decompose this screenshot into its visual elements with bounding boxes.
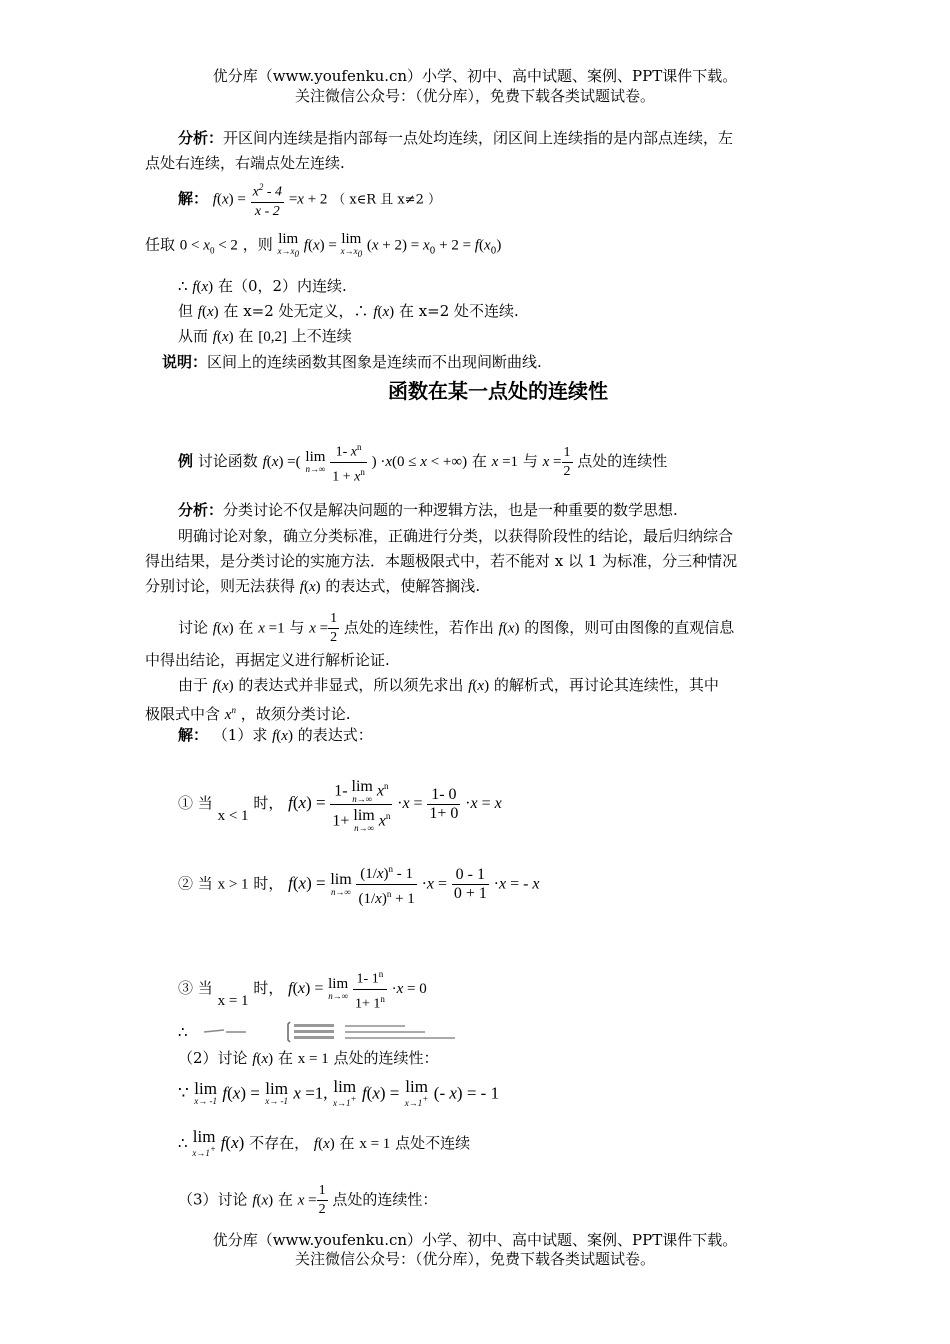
analysis2-line-7: 由于 f(x) 的表达式并非显式，所以须先求出 f(x) 的解析式，再讨论其连续性，其中 <box>178 676 719 694</box>
footer-line-2: 关注微信公众号：（优分库），免费下载各类试题试卷。 <box>294 1250 655 1268</box>
case-2-line: ② 当 x > 1 时， f(x) = lim n→∞ $\frac{(1/x)^n - 1}{(1/x)^n + 1}$ ·x = $\frac{0 - 1}{0 + 1}$ ·x = - x <box>178 864 540 907</box>
analysis2-line-3: 得出结果，是分类讨论的实施方法．本题极限式中，若不能对 x 以 1 为标准，分三种情况 <box>145 552 738 570</box>
footer-line-1: 优分库（www.youfenku.cn）小学、初中、高中试题、案例、PPT课件下载。 <box>212 1231 738 1249</box>
one-sided-limits-line: ∵ lim x→ -1 f(x) = lim x→ -1 x =1, lim x→1+ f(x) = lim x→1+ (- x) = - 1 <box>178 1077 500 1108</box>
section-title: 函数在某一点处的连续性 <box>388 379 608 403</box>
solution2-step2: （2）讨论 f(x) 在 x = 1 点处的连续性： <box>178 1049 439 1067</box>
solution-1-line: 解： f(x) = $\frac{x^2 - 4}{x - 2}$ =x + 2 （ x∈R 且 x≠2 ） <box>178 182 441 219</box>
therefore-continuous-line: ∴ f(x) 在（0，2）内连续. <box>178 277 347 295</box>
analysis2-line-8: 极限式中含 $x^n$ ，故须分类讨论. <box>145 705 351 723</box>
analysis2-line-4: 分别讨论，则无法获得 f(x) 的表达式，使解答搁浅. <box>145 577 481 595</box>
limit-not-exist-line: ∴ lim x→1+ f(x) 不存在， f(x) 在 x = 1 点处不连续 <box>178 1127 471 1158</box>
header-line-2: 关注微信公众号：（优分库），免费下载各类试题试卷。 <box>294 87 655 105</box>
case-3-line: ③ 当 x = 1 时， f(x) = lim n→∞ $\frac{1- 1^n}{1+ 1^n}$ ·x = 0 <box>178 969 427 1012</box>
analysis-paragraph-1: 分析：开区间内连续是指内部每一点处均连续，闭区间上连续指的是内部点连续，左 <box>178 129 734 147</box>
not-continuous-interval-line: 从而 f(x) 在 [0,2] 上不连续 <box>178 327 352 345</box>
piecewise-definition-graphic <box>200 1020 460 1044</box>
analysis2-line-5: 讨论 f(x) 在 x =1 与 x = $\frac{1}{2}$ 点处的连续性，若作出 f(x) 的图像，则可由图像的直观信息 <box>178 611 735 645</box>
header-line-1: 优分库（www.youfenku.cn）小学、初中、高中试题、案例、PPT课件下载。 <box>212 67 738 85</box>
note-line: 说明：区间上的连续函数其图象是连续而不出现间断曲线. <box>162 353 542 371</box>
example-line: 例 讨论函数 f(x) =( lim n→∞ $\frac{1- x^n}{1 + x^n}$ ) ·x(0 ≤ x < +∞) 在 x =1 与 x = $\frac{1}{2}$ 点处的连续性 <box>178 442 668 485</box>
therefore-piecewise: ∴ <box>178 1023 188 1041</box>
analysis2-line-6: 中得出结论，再据定义进行解析论证. <box>145 651 390 669</box>
analysis-paragraph-1-cont: 点处右连续，右端点处左连续. <box>145 154 345 172</box>
case-1-line: ① 当 x < 1 时， f(x) = 1- lim n→∞ $x^n$ 1+ lim n→∞ $x^n$ ·x = $\frac{1- 0}{1+ 0}$ ·x = x <box>178 777 502 834</box>
take-x0-line: 任取 $0 < x_0 < 2$ ，则 lim $x\to x_0$ f(x) = lim $x\to x_0$ $(x + 2) = x_0 + 2 = f(x_0)$ <box>145 231 502 259</box>
analysis2-line-2: 明确讨论对象，确立分类标准，正确进行分类，以获得阶段性的结论，最后归纳综合 <box>178 527 734 545</box>
undefined-at-2-line: 但 f(x) 在 x=2 处无定义，∴ f(x) 在 x=2 处不连续. <box>178 302 519 320</box>
solution2-step3: （3）讨论 f(x) 在 x = $\frac{1}{2}$ 点处的连续性： <box>178 1183 438 1217</box>
analysis2-line-1: 分析：分类讨论不仅是解决问题的一种逻辑方法，也是一种重要的数学思想. <box>178 501 678 519</box>
solution2-step1: 解： （1）求 f(x) 的表达式： <box>178 726 373 744</box>
